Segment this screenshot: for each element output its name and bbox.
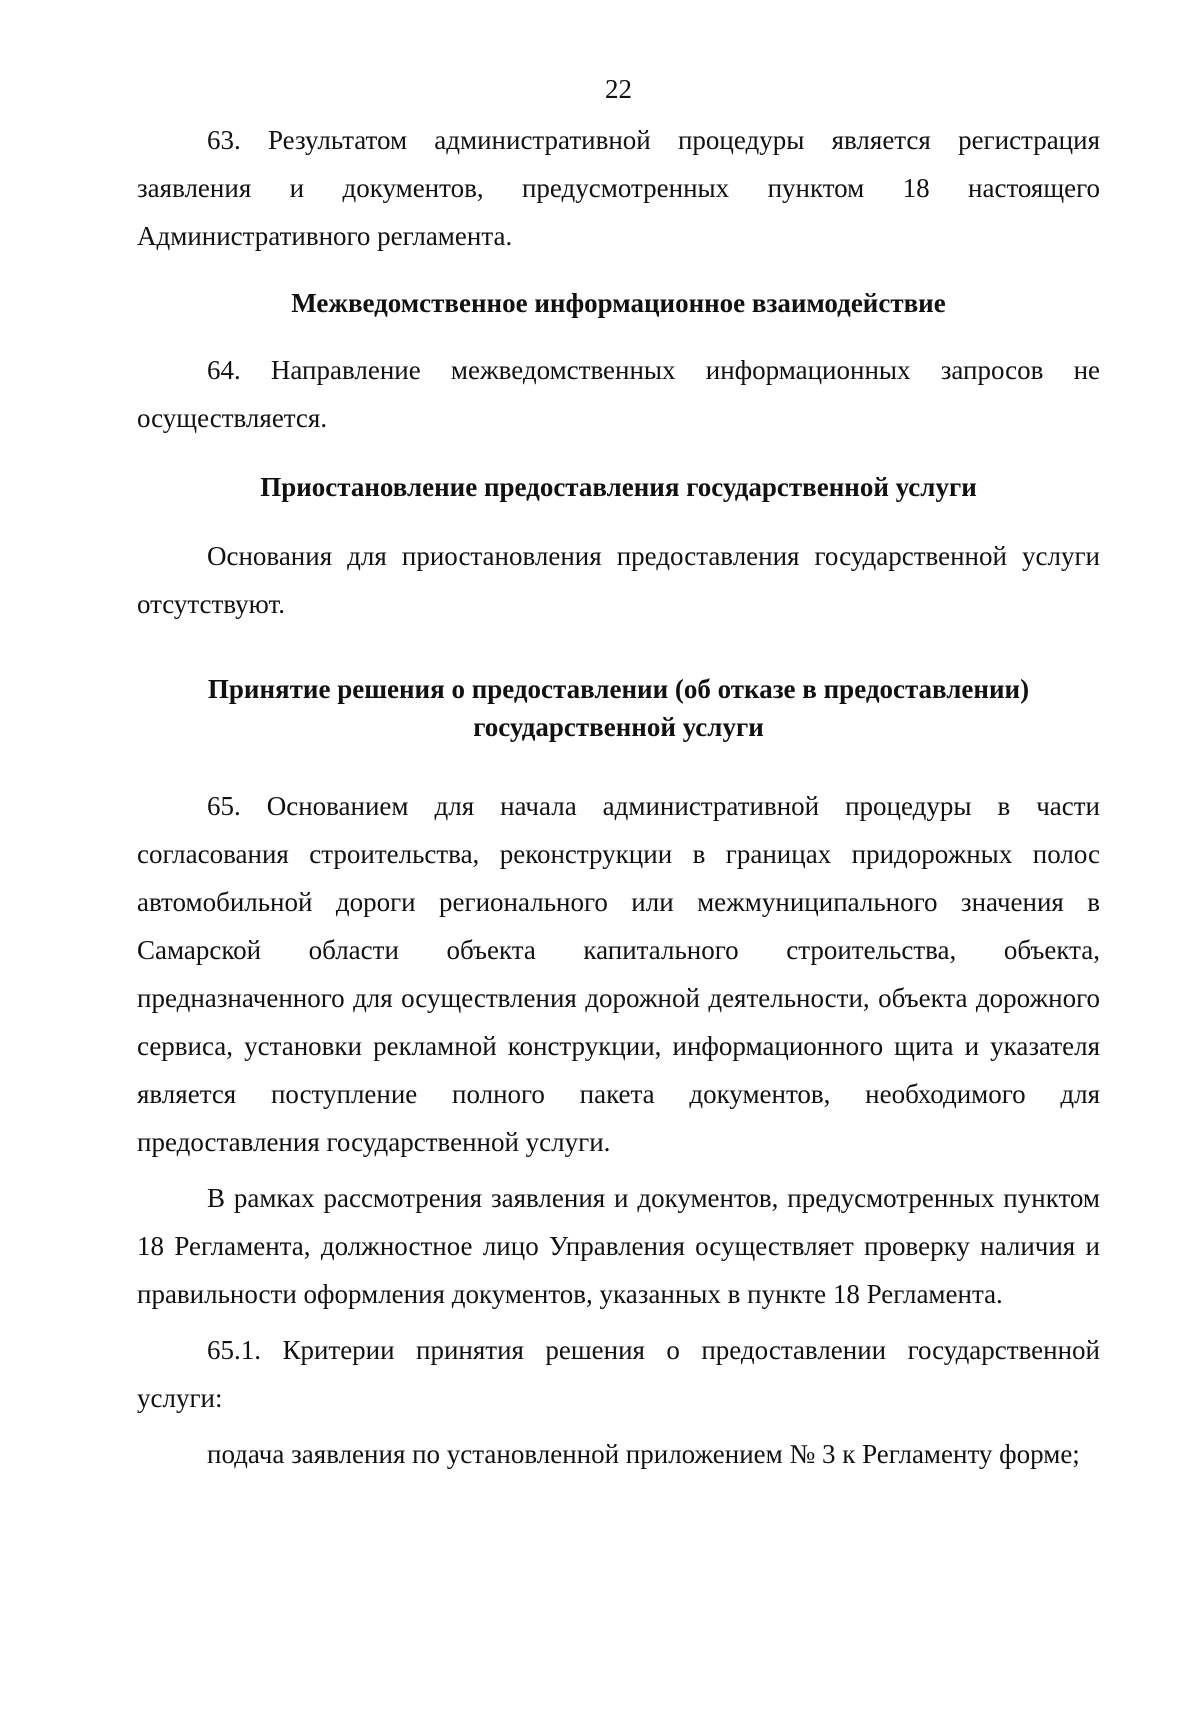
- heading-suspension: Приостановление предоставления государственной услуги: [260, 472, 977, 502]
- heading-interagency-interaction: Межведомственное информационное взаимодействие: [291, 288, 946, 318]
- heading-decision: [137, 670, 1100, 746]
- heading-decision-line-2: государственной услуги: [473, 712, 764, 742]
- paragraph-form: подача заявления по установленной приложением № 3 к Регламенту форме;: [207, 1439, 1080, 1469]
- paragraph-64: 64. Направление межведомственных информационных запросов не осуществляется.: [137, 355, 1100, 433]
- paragraph-65-1: 65.1. Критерии принятия решения о предоставлении государственной услуги:: [137, 1335, 1100, 1413]
- document-page: [137, 72, 1100, 1478]
- heading-decision-line-1: Принятие решения о предоставлении (об отказе в предоставлении): [207, 674, 1030, 704]
- paragraph-63: 63. Результатом административной процедуры является регистрация заявления и документов, предусмотренных пунктом 18 настоящего Административного регламента.: [137, 125, 1100, 251]
- paragraph-65-review: В рамках рассмотрения заявления и документов, предусмотренных пунктом 18 Регламента, должностное лицо Управления осуществляет проверку наличия и правильности оформления документов, указанных в пункте 18 Регламента.: [137, 1183, 1100, 1309]
- page-number: 22: [605, 74, 632, 104]
- paragraph-65: 65. Основанием для начала административной процедуры в части согласования строительства, реконструкции в границах придорожных полос автомобильной дороги регионального или межмуниципального значения в Самарской области объекта капитального строительства, объекта, предназначенного для осуществления дорожной деятельности, объекта дорожного сервиса, установки рекламной конструкции, информационного щита и указателя является поступление полного пакета документов, необходимого для предоставления государственной услуги.: [137, 791, 1100, 1157]
- paragraph-suspension-grounds: Основания для приостановления предоставления государственной услуги отсутствуют.: [137, 541, 1100, 619]
